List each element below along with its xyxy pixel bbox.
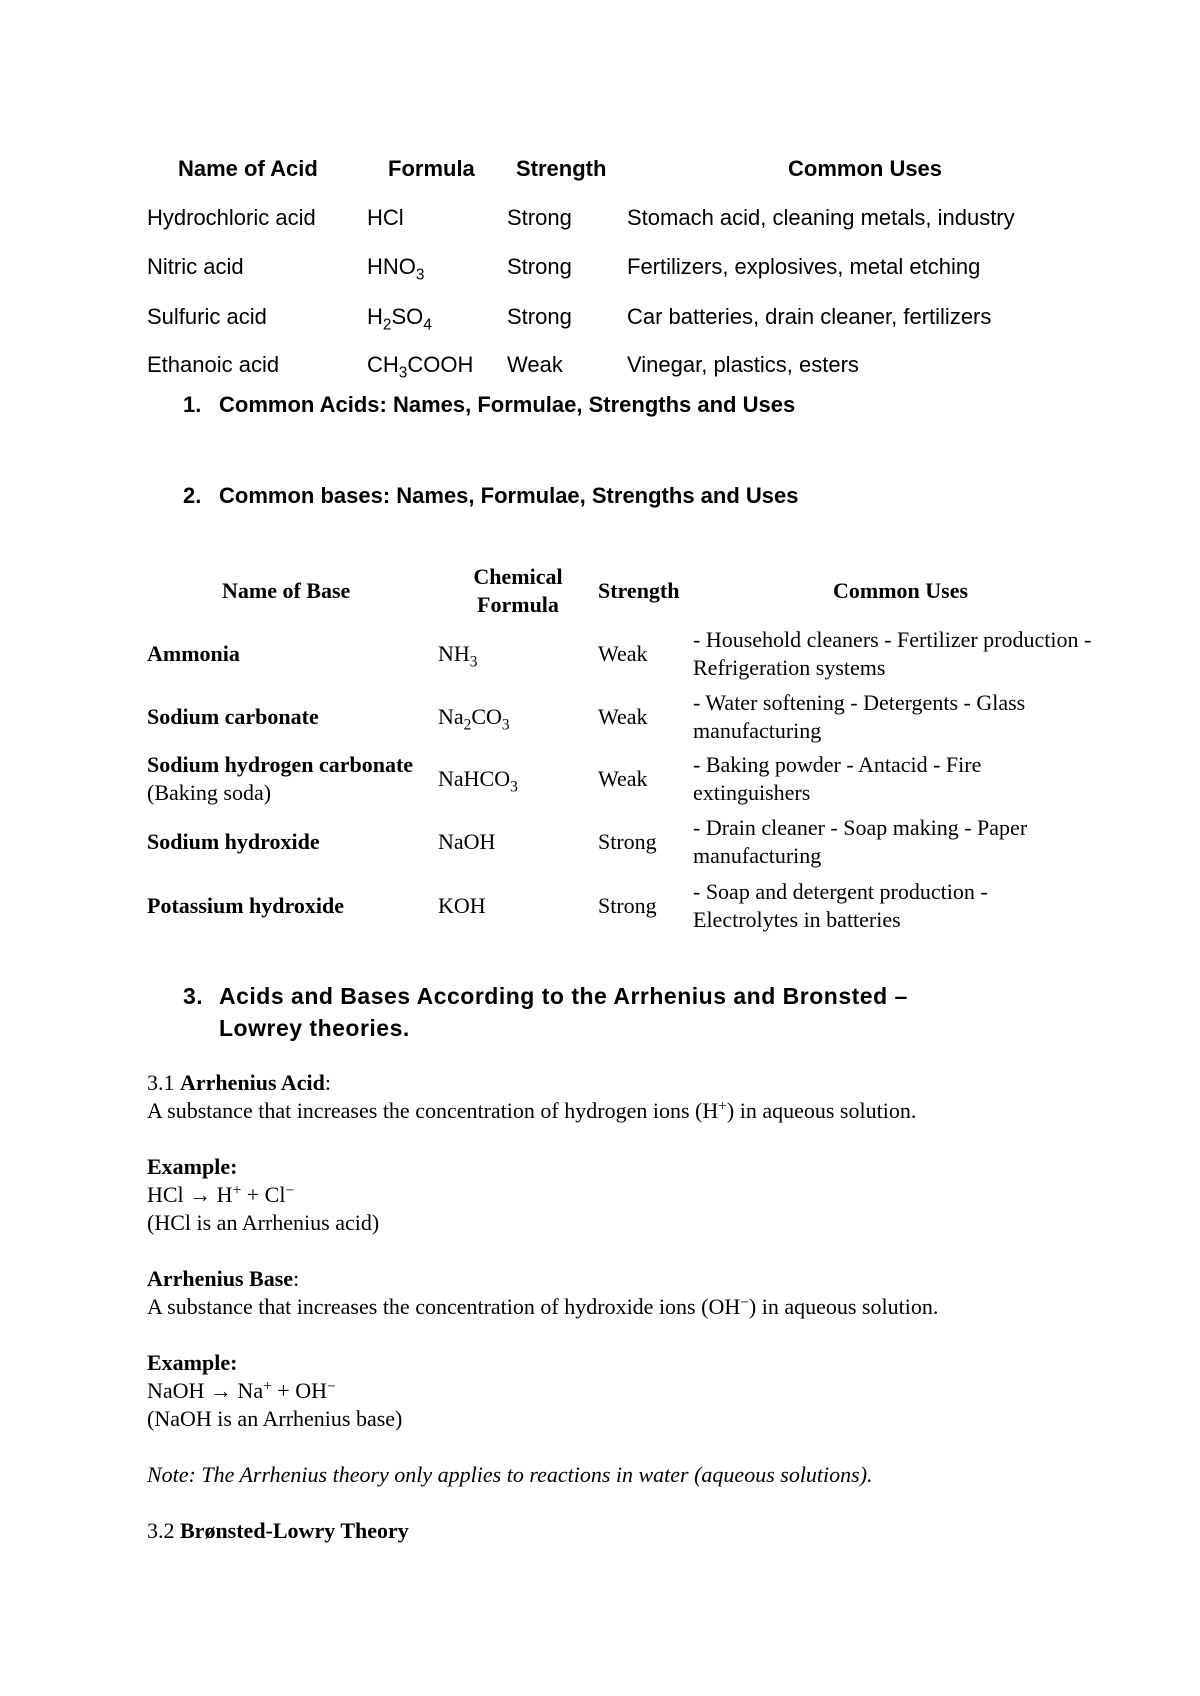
acid-strength: Weak	[507, 352, 563, 377]
base-uses: - Drain cleaner - Soap making - Paper manufacturing	[693, 815, 1028, 868]
base-example-note: (NaOH is an Arrhenius base)	[147, 1406, 403, 1431]
base-strength: Strong	[598, 893, 657, 918]
bases-header-uses: Common Uses	[833, 578, 969, 603]
base-formula: KOH	[438, 893, 486, 918]
base-formula: NaHCO$_3$	[438, 766, 518, 796]
base-name: Sodium hydrogen carbonate (Baking soda)	[147, 752, 414, 805]
heading-common-bases: 2. Common bases: Names, Formulae, Strengths and Uses	[183, 483, 799, 508]
acid-uses: Vinegar, plastics, esters	[627, 352, 859, 377]
acids-header-uses: Common Uses	[788, 156, 943, 181]
arrhenius-base-definition: A substance that increases the concentration of hydroxide ions (OH−) in aqueous solution.	[147, 1294, 939, 1319]
base-name: Potassium hydroxide	[147, 893, 345, 918]
arrhenius-section	[147, 1069, 1147, 1545]
heading-common-acids: 1. Common Acids: Names, Formulae, Strengths and Uses	[183, 392, 796, 417]
base-formula: $NH_3$	[438, 641, 478, 671]
acid-formula: $HNO_3$	[367, 254, 425, 284]
base-strength: Strong	[598, 829, 657, 854]
base-uses: - Water softening - Detergents - Glass manufacturing	[693, 690, 1026, 743]
arrhenius-note: Note: The Arrhenius theory only applies to reactions in water (aqueous solutions).	[147, 1462, 873, 1487]
acid-name: Nitric acid	[147, 254, 244, 279]
acid-strength: Strong	[507, 205, 572, 230]
heading-arrhenius-bronsted: 3. Acids and Bases According to the Arrhenius and Bronsted – Lowrey theories.	[183, 983, 908, 1041]
bronsted-lowry-title: 3.2 Brønsted-Lowry Theory	[147, 1518, 409, 1543]
base-uses: - Household cleaners - Fertilizer production - Refrigeration systems	[693, 627, 1092, 680]
acid-name: Sulfuric acid	[147, 304, 267, 329]
base-formula: NaOH	[438, 829, 496, 854]
acid-name: Hydrochloric acid	[147, 205, 316, 230]
acid-formula: HCl	[367, 205, 404, 230]
base-uses: - Baking powder - Antacid - Fire extinguishers	[693, 752, 982, 805]
acid-strength: Strong	[507, 254, 572, 279]
base-uses: - Soap and detergent production - Electrolytes in batteries	[693, 879, 988, 932]
acid-example-equation: HCl → H+ + Cl−	[147, 1182, 295, 1207]
base-strength: Weak	[598, 704, 648, 729]
arrhenius-acid-title: 3.1 Arrhenius Acid:	[147, 1070, 331, 1095]
arrhenius-acid-definition: A substance that increases the concentration of hydrogen ions (H+) in aqueous solution.	[147, 1098, 917, 1123]
acid-uses: Stomach acid, cleaning metals, industry	[627, 205, 1015, 230]
base-example-label: Example:	[147, 1350, 238, 1375]
acid-uses: Car batteries, drain cleaner, fertilizers	[627, 304, 992, 329]
base-strength: Weak	[598, 766, 648, 791]
acid-example-note: (HCl is an Arrhenius acid)	[147, 1210, 380, 1235]
acids-header-strength: Strength	[516, 156, 607, 181]
base-example-equation: NaOH → Na+ + OH−	[147, 1378, 336, 1403]
bases-header-formula: Chemical Formula	[473, 564, 563, 617]
bases-header-strength: Strength	[598, 578, 680, 603]
base-formula: $Na_2CO_3$	[438, 704, 510, 734]
base-name: Ammonia	[147, 641, 240, 666]
arrhenius-base-title: Arrhenius Base:	[147, 1266, 300, 1291]
base-strength: Weak	[598, 641, 648, 666]
bases-header-name: Name of Base	[222, 578, 351, 603]
acid-example-label: Example:	[147, 1154, 238, 1179]
acid-uses: Fertilizers, explosives, metal etching	[627, 254, 981, 279]
acids-header-formula: Formula	[388, 156, 475, 181]
acids-header-name: Name of Acid	[178, 156, 318, 181]
acid-name: Ethanoic acid	[147, 352, 280, 377]
base-name: Sodium hydroxide	[147, 829, 320, 854]
acid-formula: $H_2SO_4$	[367, 304, 432, 334]
acid-strength: Strong	[507, 304, 572, 329]
acid-formula: $CH_3COOH$	[367, 352, 474, 382]
base-name: Sodium carbonate	[147, 704, 319, 729]
